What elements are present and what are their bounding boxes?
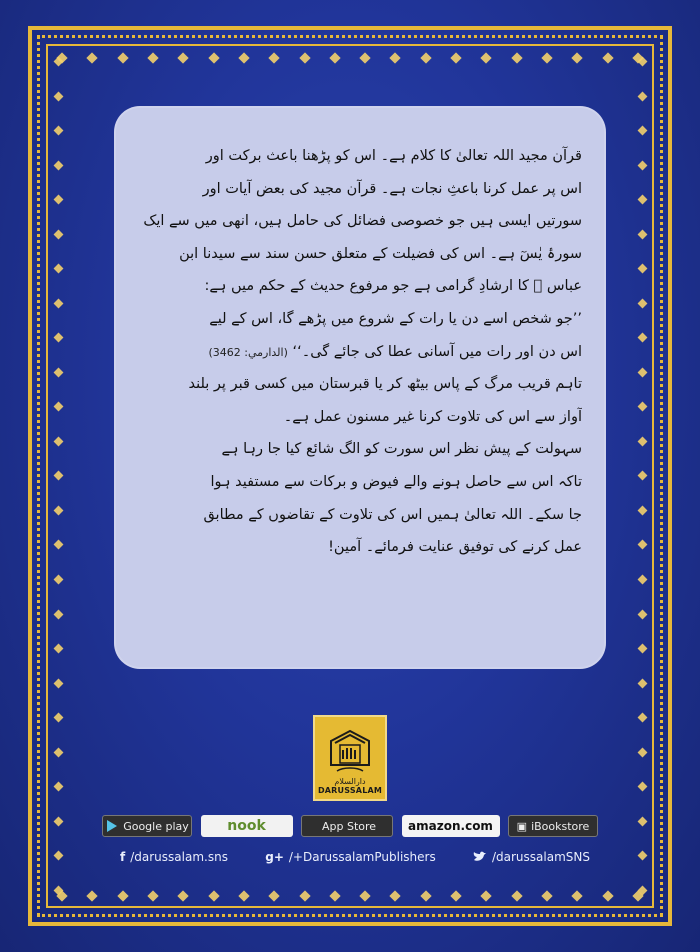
google-play-icon [105, 819, 119, 833]
urdu-text-block [134, 140, 582, 564]
amazon-label: amazon.com [408, 819, 493, 833]
urdu-line-6: ’’جو شخص اسے دن یا رات کے شروع میں پڑھے گا، اس کے لیے [209, 310, 582, 327]
urdu-line-2: اس پر عمل کرنا باعثِ نجات ہے۔ قرآن مجید کی بعض آیات اور [202, 180, 582, 197]
urdu-line-5: عباس ﷜ کا ارشادِ گرامی ہے جو مرفوع حدیث کے حکم میں ہے: [204, 278, 582, 295]
darussalam-logo [313, 715, 387, 801]
urdu-line-13: عمل کرنے کی توفیق عنایت فرمائے۔ آمین! [328, 539, 582, 556]
urdu-line-9: آواز سے اس کی تلاوت کرنا غیر مسنون عمل ہے۔ [283, 408, 582, 425]
hadith-reference: (الدارمي: 3462) [208, 345, 288, 359]
google-plus-icon: g+ [265, 850, 284, 864]
google-plus-link[interactable] [265, 850, 435, 864]
ibookstore-badge[interactable] [508, 815, 598, 837]
facebook-icon: f [120, 850, 126, 864]
urdu-line-7-text: اس دن اور رات میں آسانی عطا کی جائے گی۔‘‘ [292, 343, 582, 360]
google-plus-label: /+DarussalamPublishers [288, 850, 436, 864]
urdu-line-1: قرآن مجید اللہ تعالیٰ کا کلام ہے۔ اس کو پڑھنا باعث برکت اور [205, 148, 582, 164]
ibookstore-label: iBookstore [531, 819, 590, 833]
store-badges [102, 814, 598, 838]
logo-arabic: دارالسلام [334, 777, 366, 786]
urdu-line-8: تاہم قریب مرگ کے پاس بیٹھ کر یا قبرستان میں کسی قبر پر بلند [188, 376, 582, 393]
urdu-line-3: سورتیں ایسی ہیں جو خصوصی فضائل کی حامل ہیں، انھی میں سے ایک [143, 213, 582, 230]
bottom-ornament-band [58, 886, 642, 906]
urdu-line-11: تاکہ اس سے حاصل ہونے والے فیوض و برکات سے مستفید ہوا [210, 473, 582, 490]
left-ornament-band [48, 58, 68, 894]
google-play-badge[interactable] [102, 815, 192, 837]
app-store-badge[interactable] [301, 815, 393, 837]
twitter-icon [473, 851, 487, 863]
twitter-link[interactable] [473, 850, 590, 864]
facebook-link[interactable] [120, 850, 228, 864]
nook-badge[interactable] [201, 815, 293, 837]
urdu-line-7 [134, 336, 582, 369]
ibooks-icon: ▣ [516, 819, 528, 833]
amazon-badge[interactable] [402, 815, 500, 837]
social-links [120, 846, 590, 868]
top-ornament-band [58, 48, 642, 68]
twitter-label: /darussalamSNS [491, 850, 590, 864]
nook-label: nook [227, 818, 266, 834]
urdu-line-12: جا سکے۔ اللہ تعالیٰ ہمیں اس کی تلاوت کے تقاضوں کے مطابق [203, 506, 582, 523]
app-store-label: App Store [321, 819, 377, 833]
mosque-book-icon [325, 723, 375, 777]
facebook-label: /darussalam.sns [130, 850, 228, 864]
urdu-line-10: سہولت کے پیش نظر اس سورت کو الگ شائع کیا جا رہا ہے [221, 441, 582, 458]
logo-badge [313, 715, 387, 801]
google-play-label: Google play [123, 819, 189, 833]
text-panel [114, 106, 606, 669]
right-ornament-band [632, 58, 652, 894]
urdu-line-4: سورۂ یٰسٓ ہے۔ اس کی فضیلت کے متعلق حسن سند سے سیدنا ابن [179, 245, 582, 262]
logo-text: DARUSSALAM [317, 786, 383, 795]
